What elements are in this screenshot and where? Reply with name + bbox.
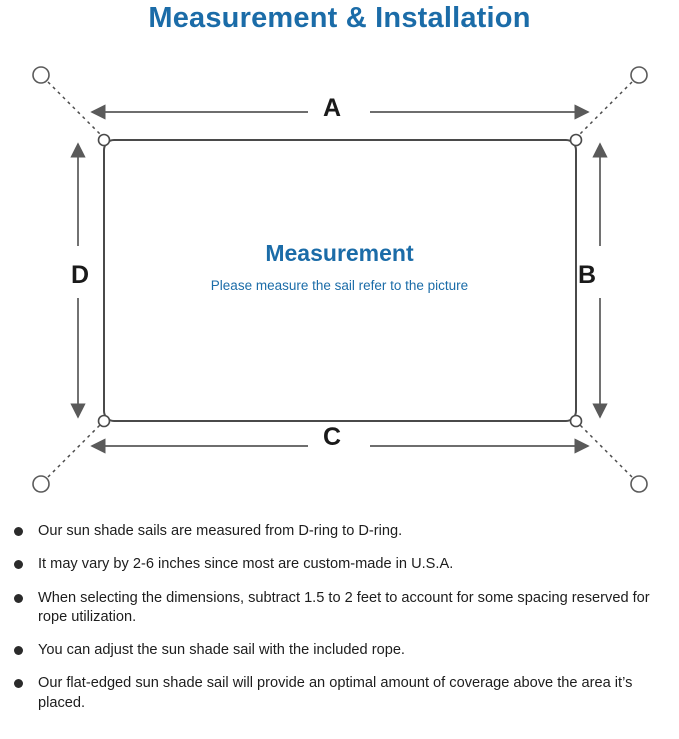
bullet-icon xyxy=(14,594,23,603)
d-ring-top-left xyxy=(99,135,110,146)
bullet-icon xyxy=(14,560,23,569)
sail-measurement-diagram xyxy=(0,46,679,516)
rope-bottom-left xyxy=(48,425,100,477)
list-item xyxy=(0,674,679,713)
rope-bottom-right xyxy=(580,425,632,477)
notes-list xyxy=(0,522,679,727)
note-text: Our sun shade sails are measured from D-ring to D-ring. xyxy=(38,523,403,539)
page-title: Measurement & Installation xyxy=(148,2,531,34)
note-text: You can adjust the sun shade sail with the included rope. xyxy=(38,642,405,658)
d-ring-bottom-right xyxy=(571,416,582,427)
dimension-label-c: C xyxy=(323,423,342,451)
d-ring-top-right xyxy=(571,135,582,146)
d-ring-bottom-left xyxy=(99,416,110,427)
dimension-label-d: D xyxy=(71,261,90,289)
bullet-icon xyxy=(14,679,23,688)
list-item xyxy=(0,641,679,660)
note-text: Our flat-edged sun shade sail will provide an optimal amount of coverage above the area it’s placed. xyxy=(38,675,633,711)
list-item xyxy=(0,555,679,574)
list-item xyxy=(0,522,679,541)
bullet-icon xyxy=(14,646,23,655)
diagram-center-title: Measurement xyxy=(265,240,414,266)
bullet-icon xyxy=(14,527,23,536)
rope-top-right xyxy=(580,82,632,134)
anchor-ring-top-right xyxy=(631,67,647,83)
anchor-ring-top-left xyxy=(33,67,49,83)
list-item xyxy=(0,589,679,628)
note-text: When selecting the dimensions, subtract 1.5 to 2 feet to account for some spacing reserved for rope utilization. xyxy=(38,589,650,625)
diagram-center-subtitle: Please measure the sail refer to the picture xyxy=(210,278,469,293)
anchor-ring-bottom-left xyxy=(33,476,49,492)
anchor-ring-bottom-right xyxy=(631,476,647,492)
dimension-label-b: B xyxy=(578,261,597,289)
rope-top-left xyxy=(48,82,100,134)
note-text: It may vary by 2-6 inches since most are custom-made in U.S.A. xyxy=(38,556,454,573)
dimension-label-a: A xyxy=(323,94,342,122)
